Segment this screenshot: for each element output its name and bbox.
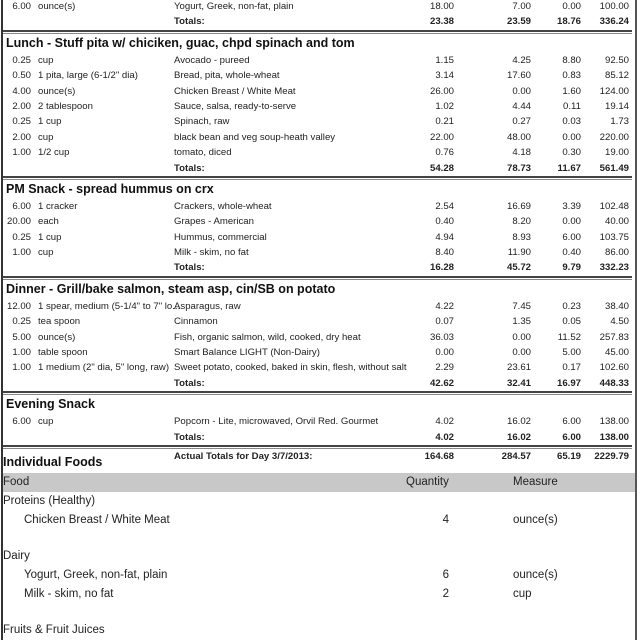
header-food: Food: [3, 476, 30, 488]
entry-unit: 1 spear, medium (5-1/4" to 7" lo...: [38, 300, 181, 312]
entry-carbs: 16.02: [506, 416, 531, 428]
entry-food: Popcorn - Lite, microwaved, Orvil Red. Gourmet: [174, 416, 379, 428]
entry-fat: 6.00: [562, 231, 581, 243]
totals-label: Totals:: [174, 262, 205, 274]
entry-food: Crackers, whole-wheat: [174, 200, 272, 212]
totals-fat: 9.79: [562, 262, 581, 274]
entry-protein: 4.94: [435, 231, 454, 243]
entry-fat: 0.11: [563, 100, 581, 112]
food-entry-row: [3, 53, 635, 68]
entry-food: Chicken Breast / White Meat: [174, 85, 296, 97]
entry-fat: 3.39: [562, 200, 581, 212]
meal-title-lunch: Lunch - Stuff pita w/ chiciken, guac, chpd spinach and tom: [6, 35, 355, 50]
spacer: [3, 530, 635, 547]
header-quantity: Quantity: [406, 476, 449, 488]
totals-fat: 11.67: [557, 162, 581, 174]
entry-food: Milk - skim, no fat: [174, 247, 249, 259]
entry-carbs: 0.00: [512, 347, 531, 359]
entry-fat: 5.00: [562, 347, 581, 359]
entry-carbs: 11.90: [507, 247, 531, 259]
entry-carbs: 4.44: [512, 100, 531, 112]
totals-carbs: 78.73: [506, 162, 531, 174]
entry-protein: 8.40: [435, 247, 454, 259]
item-name: Milk - skim, no fat: [24, 588, 114, 600]
food-entry-row: [3, 414, 635, 429]
totals-carbs: 45.72: [506, 262, 531, 274]
food-entry-row: [3, 245, 635, 260]
entry-calories: 138.00: [599, 416, 629, 428]
food-entry-row: [3, 230, 635, 245]
right-border: [635, 0, 637, 640]
totals-carbs: 23.59: [506, 16, 531, 28]
entry-protein: 1.15: [435, 54, 454, 66]
entry-food: Avocado - pureed: [174, 54, 250, 66]
entry-amount: 20.00: [6, 216, 31, 228]
entry-fat: 8.80: [562, 54, 581, 66]
meal-totals-row: [3, 14, 635, 29]
entry-amount: 2.00: [12, 100, 31, 112]
meal-log: [3, 0, 635, 464]
spacer: [3, 604, 635, 621]
entry-calories: 257.83: [599, 331, 629, 343]
entry-protein: 4.02: [435, 416, 454, 428]
entry-amount: 6.00: [12, 200, 31, 212]
day-totals-protein: 164.68: [424, 450, 454, 462]
entry-fat: 0.00: [562, 1, 581, 12]
day-totals-label: Actual Totals for Day 3/7/2013:: [174, 450, 313, 462]
entry-carbs: 1.35: [512, 316, 531, 328]
entry-fat: 1.60: [562, 85, 581, 97]
entry-fat: 11.52: [557, 331, 581, 343]
entry-amount: 0.50: [12, 70, 31, 82]
entry-unit: each: [38, 216, 59, 228]
entry-carbs: 8.20: [512, 216, 531, 228]
entry-unit: cup: [38, 54, 54, 66]
entry-unit: 1 cup: [38, 116, 62, 128]
entry-protein: 1.02: [435, 100, 454, 112]
entry-protein: 22.00: [429, 131, 454, 143]
entry-carbs: 7.00: [512, 1, 531, 12]
entry-amount: 6.00: [12, 416, 31, 428]
totals-protein: 4.02: [435, 431, 454, 443]
item-name: Yogurt, Greek, non-fat, plain: [24, 569, 168, 581]
entry-carbs: 16.69: [506, 200, 531, 212]
entry-protein: 0.00: [435, 347, 454, 359]
totals-fat: 6.00: [562, 431, 581, 443]
meal-totals-row: [3, 430, 635, 445]
item-name: Chicken Breast / White Meat: [24, 514, 170, 526]
food-entry-row: [3, 0, 635, 14]
entry-unit: 2 tablespoon: [38, 100, 93, 112]
entry-food: Sweet potato, cooked, baked in skin, flesh, without salt: [174, 362, 407, 374]
entry-protein: 0.40: [435, 216, 454, 228]
entry-unit: ounce(s): [38, 85, 76, 97]
entry-food: Grapes - American: [174, 216, 254, 228]
entry-protein: 3.14: [435, 70, 454, 82]
totals-calories: 332.23: [599, 262, 629, 274]
entry-amount: 6.00: [12, 1, 31, 12]
food-entry-row: [3, 330, 635, 345]
entry-unit: 1/2 cup: [38, 147, 70, 159]
entry-calories: 38.40: [604, 300, 629, 312]
entry-food: Hummus, commercial: [174, 231, 267, 243]
entry-unit: cup: [38, 131, 54, 143]
food-entry-row: [3, 214, 635, 229]
item-quantity: 6: [442, 569, 449, 581]
entry-amount: 1.00: [12, 347, 31, 359]
totals-label: Totals:: [174, 431, 205, 443]
individual-foods-header: [3, 473, 635, 492]
entry-carbs: 0.27: [512, 116, 531, 128]
meal-title-evening-snack: Evening Snack: [6, 397, 95, 412]
entry-calories: 19.00: [604, 147, 629, 159]
entry-carbs: 0.00: [512, 85, 531, 97]
entry-food: Yogurt, Greek, non-fat, plain: [174, 1, 294, 12]
category-proteins: Proteins (Healthy): [3, 495, 96, 507]
food-item-row: [3, 566, 635, 585]
entry-unit: cup: [38, 247, 54, 259]
totals-fat: 18.76: [556, 16, 581, 28]
entry-food: tomato, diced: [174, 147, 232, 159]
totals-protein: 23.38: [429, 16, 454, 28]
entry-calories: 102.60: [599, 362, 629, 374]
meal-title-pm-snack: PM Snack - spread hummus on crx: [6, 181, 214, 196]
entry-protein: 2.54: [435, 200, 454, 212]
entry-protein: 0.07: [435, 316, 454, 328]
entry-fat: 0.00: [562, 216, 581, 228]
meal-totals-row: [3, 376, 635, 391]
entry-calories: 103.75: [599, 231, 629, 243]
totals-calories: 448.33: [599, 377, 629, 389]
entry-food: Smart Balance LIGHT (Non-Dairy): [174, 347, 320, 359]
entry-protein: 36.03: [429, 331, 454, 343]
item-measure: cup: [513, 588, 532, 600]
entry-calories: 1.73: [610, 116, 629, 128]
entry-unit: 1 cracker: [38, 200, 78, 212]
totals-fat: 16.97: [556, 377, 581, 389]
entry-food: Cinnamon: [174, 316, 218, 328]
entry-carbs: 0.00: [512, 331, 531, 343]
entry-unit: table spoon: [38, 347, 88, 359]
entry-fat: 0.05: [562, 316, 581, 328]
entry-fat: 0.30: [562, 147, 581, 159]
food-item-row: [3, 511, 635, 530]
entry-calories: 102.48: [599, 200, 629, 212]
entry-unit: cup: [38, 416, 54, 428]
entry-food: Sauce, salsa, ready-to-serve: [174, 100, 297, 112]
entry-carbs: 17.60: [506, 70, 531, 82]
food-entry-row: [3, 145, 635, 160]
entry-unit: ounce(s): [38, 1, 76, 12]
entry-amount: 1.00: [12, 247, 31, 259]
entry-amount: 5.00: [12, 331, 31, 343]
entry-amount: 12.00: [6, 300, 31, 312]
food-entry-row: [3, 84, 635, 99]
individual-foods-title: Individual Foods: [3, 455, 103, 469]
item-quantity: 4: [442, 514, 449, 526]
entry-protein: 0.76: [435, 147, 454, 159]
totals-calories: 138.00: [599, 431, 629, 443]
category-fruits: Fruits & Fruit Juices: [3, 624, 105, 636]
item-measure: ounce(s): [513, 569, 558, 581]
day-totals-calories: 2229.79: [594, 450, 629, 462]
totals-carbs: 16.02: [506, 431, 531, 443]
entry-food: Spinach, raw: [174, 116, 230, 128]
entry-food: Asparagus, raw: [174, 300, 241, 312]
totals-calories: 336.24: [599, 16, 629, 28]
entry-calories: 220.00: [599, 131, 629, 143]
entry-fat: 0.17: [562, 362, 581, 374]
entry-unit: 1 cup: [38, 231, 62, 243]
entry-calories: 45.00: [604, 347, 629, 359]
food-item-row: [3, 585, 635, 604]
totals-label: Totals:: [174, 16, 205, 28]
meal-totals-row: [3, 260, 635, 275]
entry-calories: 85.12: [604, 70, 629, 82]
totals-carbs: 32.41: [506, 377, 531, 389]
entry-food: black bean and veg soup-heath valley: [174, 131, 336, 143]
entry-fat: 6.00: [562, 416, 581, 428]
entry-protein: 0.21: [435, 116, 454, 128]
entry-protein: 26.00: [429, 85, 454, 97]
item-measure: ounce(s): [513, 514, 558, 526]
food-entry-row: [3, 114, 635, 129]
entry-amount: 1.00: [12, 362, 31, 374]
entry-amount: 1.00: [12, 147, 31, 159]
entry-calories: 86.00: [604, 247, 629, 259]
entry-amount: 0.25: [12, 231, 31, 243]
food-entry-row: [3, 314, 635, 329]
entry-calories: 4.50: [610, 316, 629, 328]
food-entry-row: [3, 68, 635, 83]
food-entry-row: [3, 299, 635, 314]
entry-fat: 0.40: [562, 247, 581, 259]
entry-calories: 124.00: [599, 85, 629, 97]
entry-carbs: 48.00: [506, 131, 531, 143]
entry-amount: 0.25: [12, 316, 31, 328]
entry-calories: 100.00: [599, 1, 629, 12]
entry-unit: tea spoon: [38, 316, 81, 328]
totals-protein: 42.62: [429, 377, 454, 389]
totals-calories: 561.49: [599, 162, 629, 174]
category-dairy: Dairy: [3, 550, 30, 562]
totals-label: Totals:: [174, 377, 205, 389]
totals-protein: 16.28: [429, 262, 454, 274]
entry-calories: 92.50: [604, 54, 629, 66]
food-entry-row: [3, 345, 635, 360]
entry-carbs: 23.61: [506, 362, 531, 374]
entry-amount: 2.00: [12, 131, 31, 143]
food-entry-row: [3, 130, 635, 145]
entry-calories: 40.00: [604, 216, 629, 228]
food-entry-row: [3, 360, 635, 375]
entry-food: Bread, pita, whole-wheat: [174, 70, 280, 82]
entry-protein: 4.22: [435, 300, 454, 312]
entry-protein: 2.29: [435, 362, 454, 374]
item-quantity: 2: [442, 588, 449, 600]
entry-carbs: 8.93: [512, 231, 531, 243]
entry-unit: 1 pita, large (6-1/2" dia): [38, 70, 138, 82]
entry-calories: 19.14: [604, 100, 629, 112]
food-entry-row: [3, 99, 635, 114]
meal-title-dinner: Dinner - Grill/bake salmon, steam asp, cin/SB on potato: [6, 281, 336, 296]
entry-carbs: 4.18: [512, 147, 531, 159]
header-measure: Measure: [513, 476, 558, 488]
entry-protein: 18.00: [429, 1, 454, 12]
entry-amount: 0.25: [12, 54, 31, 66]
entry-carbs: 4.25: [512, 54, 531, 66]
day-totals-carbs: 284.57: [501, 450, 531, 462]
entry-carbs: 7.45: [512, 300, 531, 312]
entry-fat: 0.00: [562, 131, 581, 143]
entry-fat: 0.83: [562, 70, 581, 82]
entry-fat: 0.03: [562, 116, 581, 128]
entry-fat: 0.23: [562, 300, 581, 312]
entry-food: Fish, organic salmon, wild, cooked, dry heat: [174, 331, 361, 343]
day-totals-fat: 65.19: [556, 450, 581, 462]
totals-label: Totals:: [174, 162, 205, 174]
entry-amount: 4.00: [12, 85, 31, 97]
entry-amount: 0.25: [12, 116, 31, 128]
individual-foods-section: [3, 452, 635, 640]
totals-protein: 54.28: [429, 162, 454, 174]
meal-totals-row: [3, 161, 635, 176]
entry-unit: 1 medium (2" dia, 5" long, raw): [38, 362, 170, 374]
food-entry-row: [3, 199, 635, 214]
entry-unit: ounce(s): [38, 331, 76, 343]
